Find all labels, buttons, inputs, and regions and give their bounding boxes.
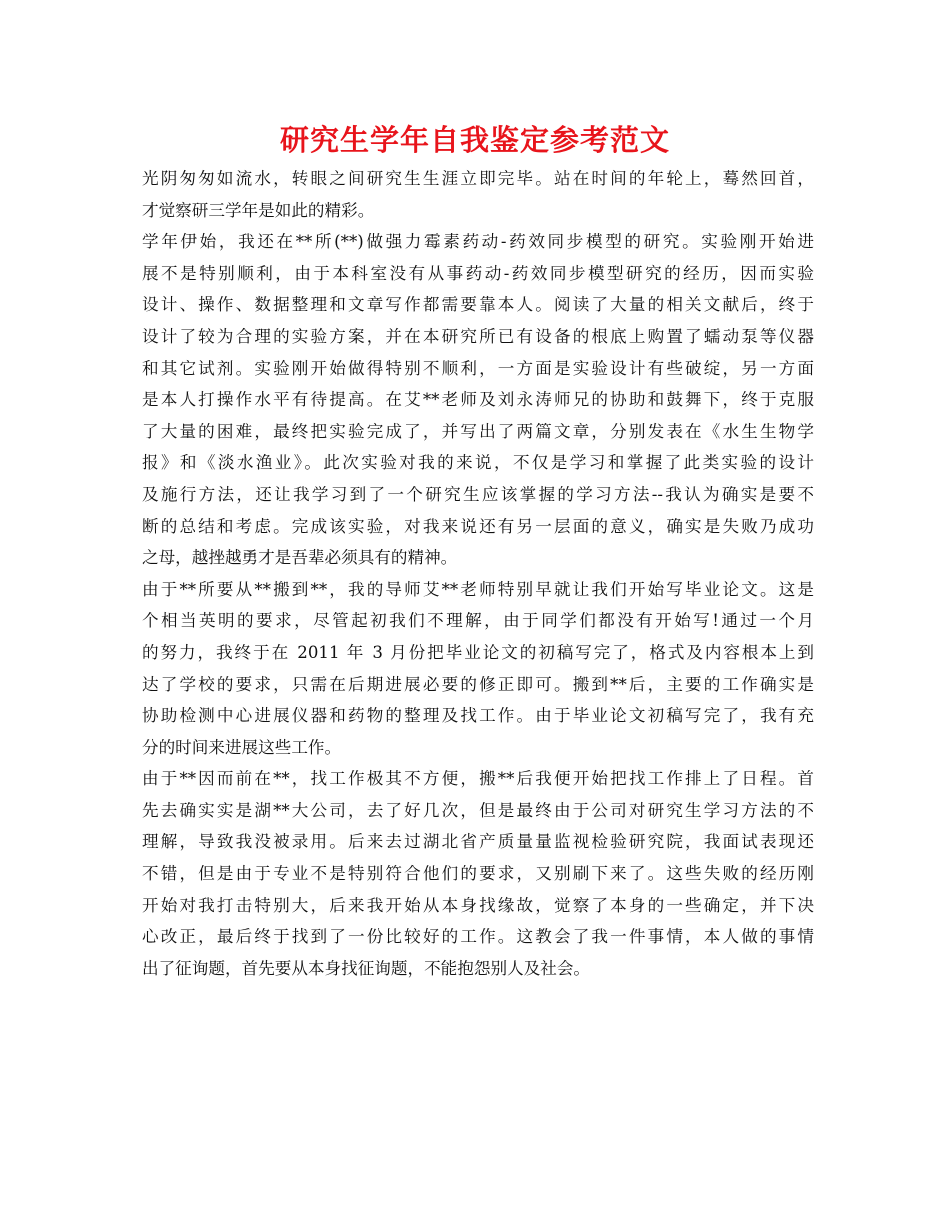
text-line: 断的总结和考虑。完成该实验，对我来说还有另一层面的意义，确实是失败乃成功 [142,516,814,536]
text-line: 学年伊始，我还在**所(**)做强力霉素药动-药效同步模型的研究。实验刚开始进 [142,232,814,252]
text-line: 才觉察研三学年是如此的精彩。 [142,200,375,220]
text-line: 协助检测中心进展仪器和药物的整理及找工作。由于毕业论文初稿写完了，我有充 [142,706,814,726]
document-title: 研究生学年自我鉴定参考范文 [279,123,670,157]
text-line: 的努力，我终于在 2011 年 3 月份把毕业论文的初稿写完了，格式及内容根本上到 [142,642,814,662]
text-line: 报》和《淡水渔业》。此次实验对我的来说，不仅是学习和掌握了此类实验的设计 [142,453,814,473]
text-line: 先去确实实是湖**大公司，去了好几次，但是最终由于公司对研究生学习方法的不 [142,800,814,820]
text-line: 设计、操作、数据整理和文章写作都需要靠本人。阅读了大量的相关文献后，终于 [142,295,814,315]
text-line: 心改正，最后终于找到了一份比较好的工作。这教会了我一件事情，本人做的事情 [142,927,814,947]
text-line: 设计了较为合理的实验方案，并在本研究所已有设备的根底上购置了蠕动泵等仪器 [142,326,814,346]
text-line: 分的时间来进展这些工作。 [142,737,342,757]
text-line: 及施行方法，还让我学习到了一个研究生应该掌握的学习方法--我认为确实是要不 [142,484,814,504]
text-line: 出了征询题，首先要从本身找征询题，不能抱怨别人及社会。 [142,958,591,978]
text-line: 是本人打操作水平有待提高。在艾**老师及刘永涛师兄的协助和鼓舞下，终于克服 [142,390,814,410]
text-line: 和其它试剂。实验刚开始做得特别不顺利，一方面是实验设计有些破绽，另一方面 [142,358,814,378]
text-line: 开始对我打击特别大，后来我开始从本身找缘故，觉察了本身的一些确定，并下决 [142,895,814,915]
text-line: 不错，但是由于专业不是特别符合他们的要求，又别刷下来了。这些失败的经历刚 [142,864,814,884]
text-line: 由于**因而前在**，找工作极其不方便，搬**后我便开始把找工作排上了日程。首 [142,769,814,789]
text-line: 了大量的困难，最终把实验完成了，并写出了两篇文章，分别发表在《水生生物学 [142,421,814,441]
document-body [142,163,814,984]
text-line: 理解，导致我没被录用。后来去过湖北省产质量量监视检验研究院，我面试表现还 [142,832,814,852]
text-line: 由于**所要从**搬到**，我的导师艾**老师特别早就让我们开始写毕业论文。这是 [142,579,814,599]
text-line: 之母，越挫越勇才是吾辈必须具有的精神。 [142,548,458,568]
text-line: 光阴匆匆如流水，转眼之间研究生生涯立即完毕。站在时间的年轮上，蓦然回首， [142,169,814,188]
text-line: 个相当英明的要求，尽管起初我们不理解，由于同学们都没有开始写!通过一个月 [142,611,814,631]
text-line: 达了学校的要求，只需在后期进展必要的修正即可。搬到**后，主要的工作确实是 [142,674,814,694]
text-line: 展不是特别顺利，由于本科室没有从事药动-药效同步模型研究的经历，因而实验 [142,263,814,283]
